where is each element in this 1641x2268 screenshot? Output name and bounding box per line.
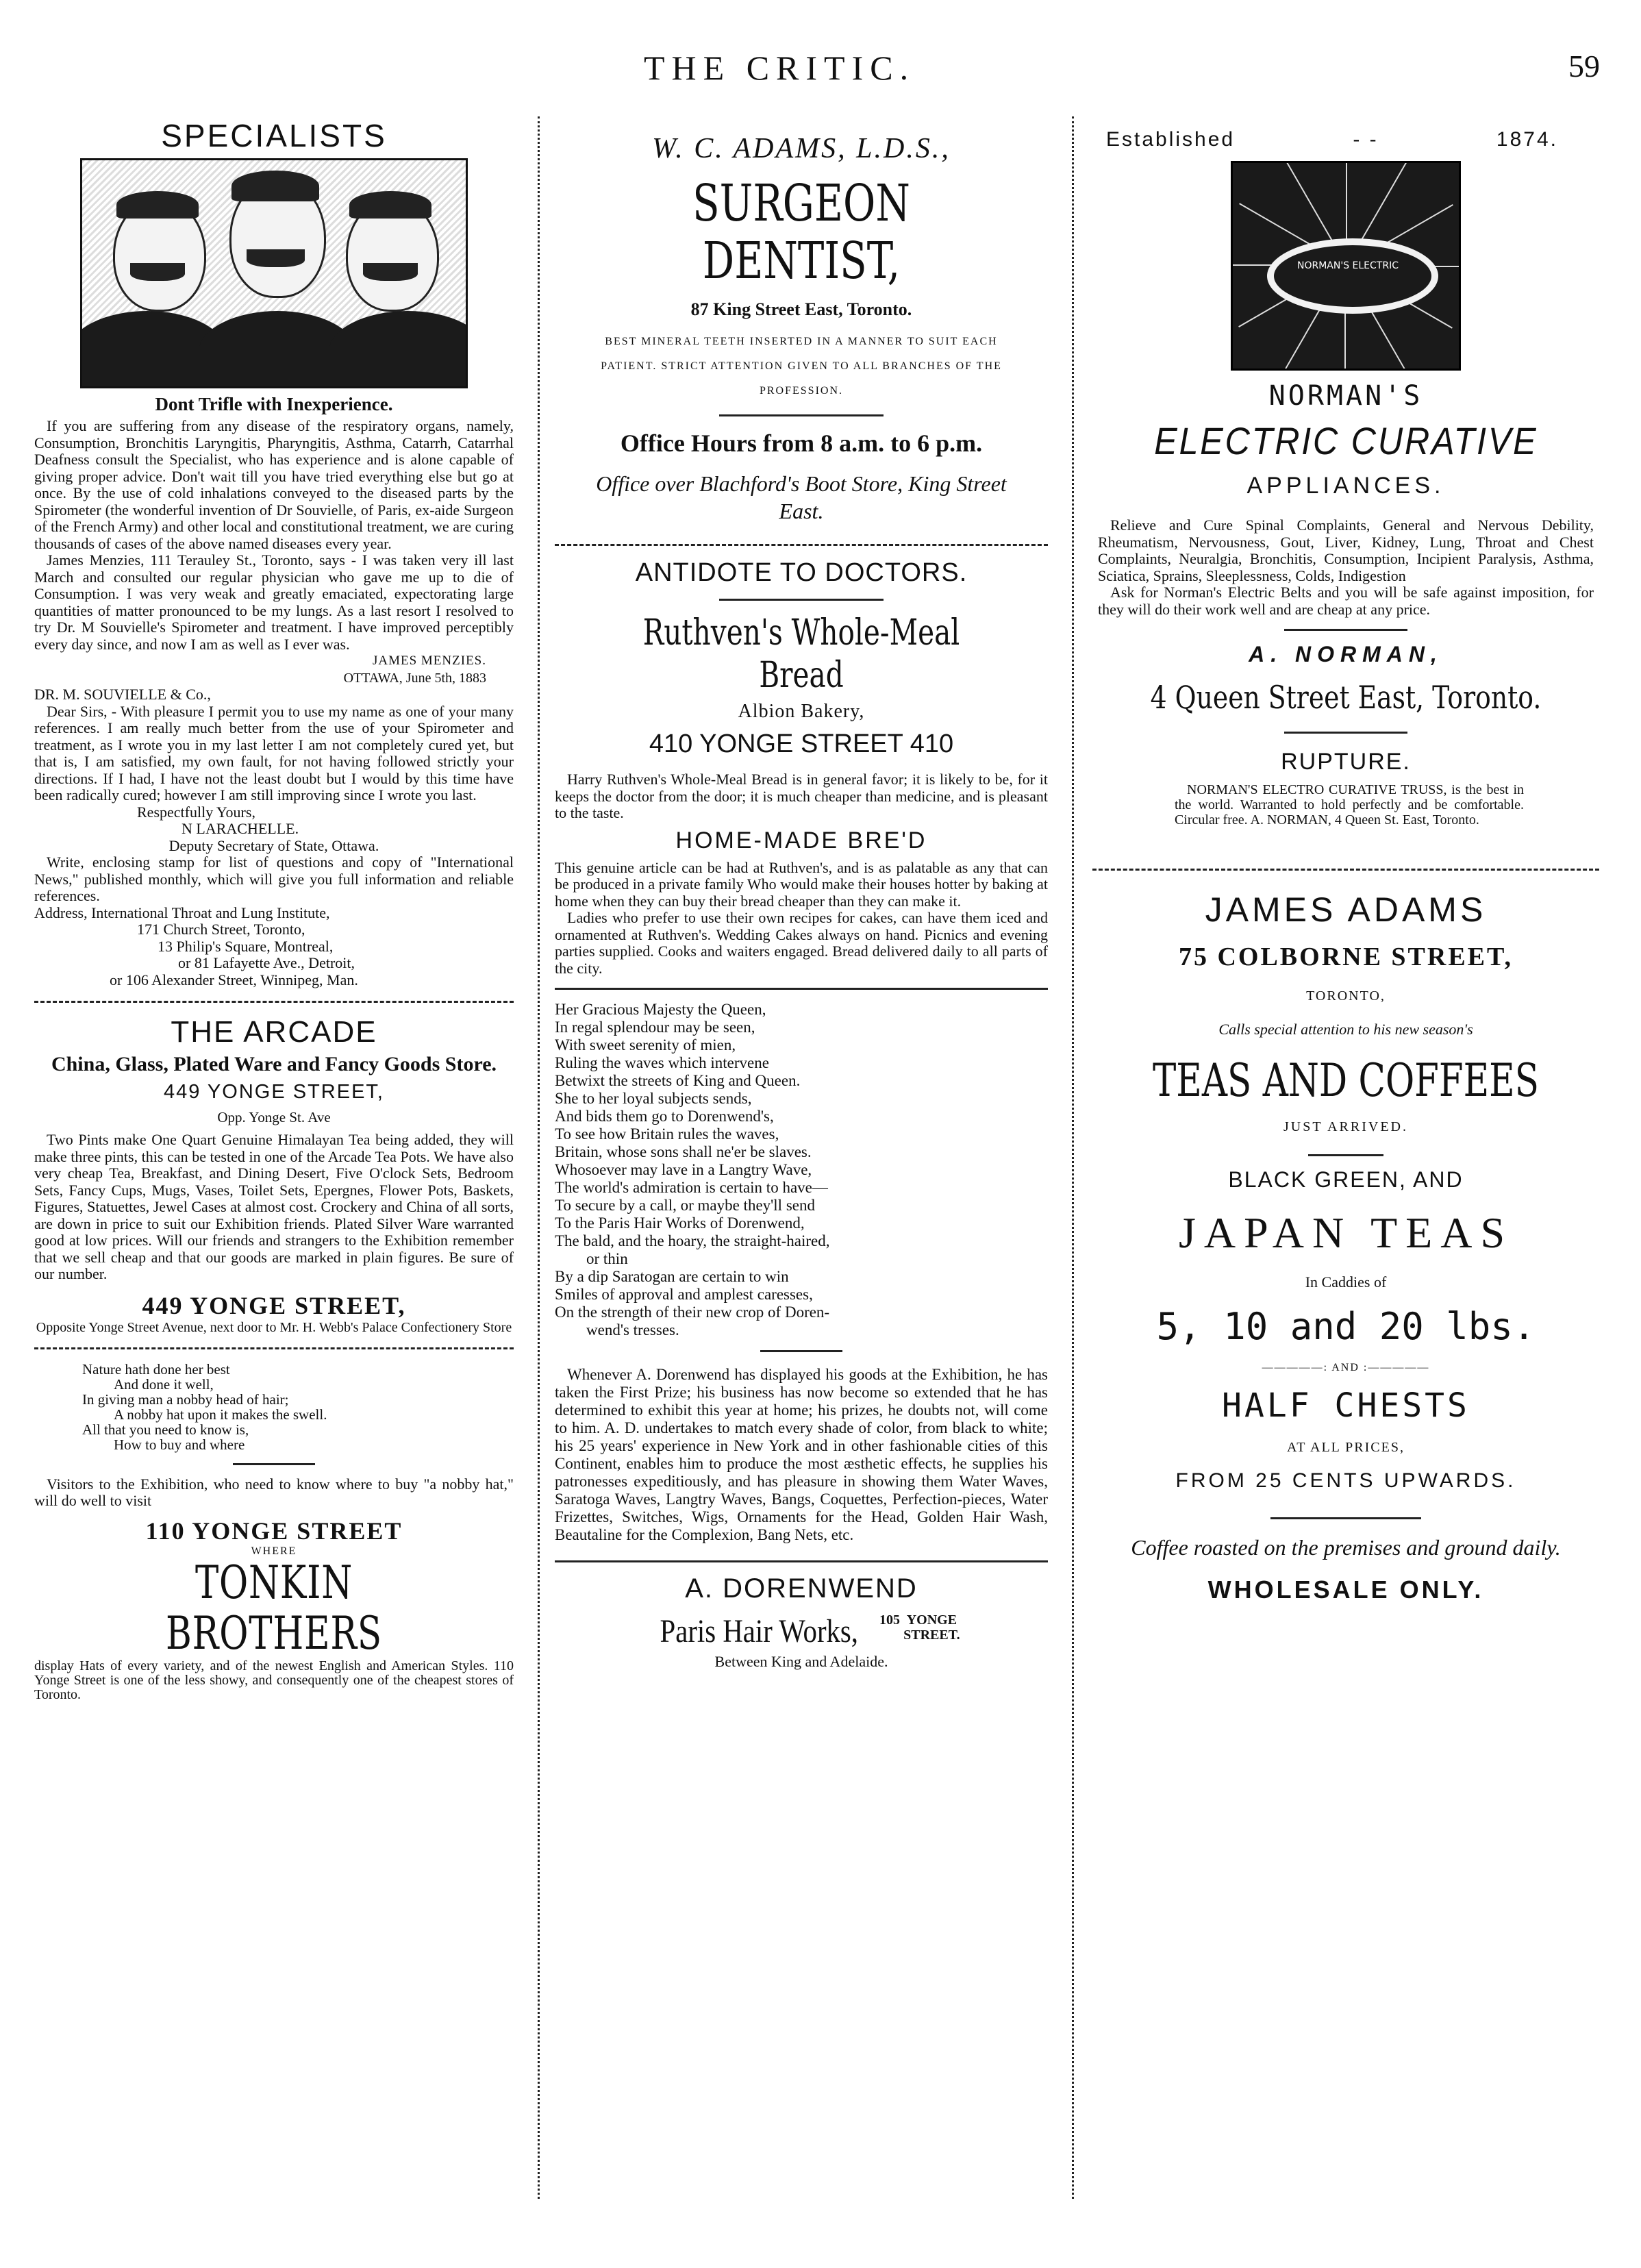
tonkin-name: TONKIN BROTHERS — [166, 1556, 382, 1660]
bread-block — [555, 771, 1048, 822]
salutation: DR. M. SOUVIELLE & Co., — [34, 686, 211, 703]
homemade-block — [555, 860, 1048, 977]
and-divider: —————: AND :————— — [1262, 1362, 1430, 1373]
established-year: 1874. — [1496, 128, 1558, 151]
address-line: or 106 Alexander Street, Winnipeg, Man. — [110, 971, 358, 988]
verse-line: In giving man a nobby head of hair; — [82, 1391, 289, 1408]
divider — [1270, 1517, 1421, 1519]
poem-line: On the strength of their new crop of Doren- — [555, 1304, 830, 1321]
poem-line: She to her loyal subjects sends, — [555, 1090, 752, 1107]
bread-body: Harry Ruthven's Whole-Meal Bread is in general favor; it is likely to be, for it keeps the doctor from the door; it is much cheaper than medicine, and is pleasant to the taste. — [555, 771, 1048, 821]
poem-line: With sweet serenity of mien, — [555, 1036, 736, 1054]
signature-title: Deputy Secretary of State, Ottawa. — [168, 836, 379, 854]
paris-hair-works: Paris Hair Works, — [660, 1613, 859, 1649]
poem-line: Whosoever may lave in a Langtry Wave, — [555, 1161, 812, 1178]
electric-belt-illustration — [1231, 161, 1461, 371]
established-dashes: - - — [1353, 128, 1379, 151]
divider — [555, 1560, 1048, 1562]
divider — [34, 1347, 514, 1349]
rupture-title: RUPTURE. — [1281, 749, 1411, 775]
poem-line: In regal splendour may be seen, — [555, 1019, 755, 1036]
divider — [34, 1001, 514, 1003]
teas-coffees: TEAS AND COFFEES — [1152, 1054, 1540, 1107]
visitors-block — [34, 1476, 514, 1510]
bakery-address: 410 YONGE STREET 410 — [649, 730, 954, 758]
verse-line: Nature hath done her best — [82, 1360, 230, 1378]
colborne-street: 75 COLBORNE STREET, — [1178, 943, 1514, 971]
arcade-subtitle: China, Glass, Plated Ware and Fancy Goods Store. — [51, 1053, 497, 1075]
center-column — [555, 113, 1048, 2189]
norman-address: 4 Queen Street East, Toronto. — [1150, 679, 1542, 716]
norman-name: A. NORMAN, — [1249, 642, 1443, 666]
verse-line: How to buy and where — [114, 1436, 245, 1453]
poem-line: Betwixt the streets of King and Queen. — [555, 1072, 801, 1089]
ladies-body: Ladies who prefer to use their own recipes for cakes, can have them iced and ornamented at Ruthven's. Wedding Cakes always on hand. Picnics and evening parties supplied. Cooks and waiters engaged. Bread delivered daily to all parts of the city. — [555, 909, 1048, 977]
dorenwend-block — [555, 1366, 1048, 1544]
arcade-body: Two Pints make One Quart Genuine Himalayan Tea being added, they will make three pints, this can be tested in one of the Arcade Tea Pots. We have also very cheap Tea, Breakfast, and Dining Desert, Five O'clock Sets, Bedroom Sets, Fancy Cups, Mugs, Vases, Toilet Sets, Epergnes, Flower Pots, Baskets, Figures, Statuettes, Jewel Cases at almost cost. Crockery and China of all sorts, are down in price to suit our Exhibition friends. Plated Silver Ware warranted good at low prices. Will our friends and strangers to the Exhibition remember that we sell cheap and that our goods are marked in plain figures. Be sure of our number. — [34, 1131, 514, 1282]
signature: JAMES MENZIES. — [372, 653, 486, 668]
norman-block — [1092, 517, 1599, 618]
poem-line: The bald, and the hoary, the straight-haired, — [555, 1232, 830, 1249]
poem-line: Her Gracious Majesty the Queen, — [555, 1001, 766, 1018]
divider — [1284, 629, 1407, 631]
dentist-address: 87 King Street East, Toronto. — [690, 299, 912, 319]
homemade-title: HOME-MADE BRE'D — [675, 827, 927, 853]
dorenwend-name: A. DORENWEND — [685, 1573, 918, 1604]
and-label: AND — [1331, 1362, 1360, 1373]
visitors-text: Visitors to the Exhibition, who need to know where to buy "a nobby hat," will do well to visit — [34, 1475, 514, 1509]
electric-curative-title: ELECTRIC CURATIVE — [1153, 419, 1538, 462]
between-streets: Between King and Adelaide. — [714, 1653, 888, 1670]
divider — [1308, 1154, 1383, 1156]
dorenwend-poem — [555, 1001, 1048, 1339]
dorenwend-body: Whenever A. Dorenwend has displayed his goods at the Exhibition, he has taken the First Prize; his business has now become so extended that he has determined to exhibit this year at home; his prizes, he doubts not, will come to him. A. D. undertakes to match every shade of color, from black to white; his 25 years' experience in New York and in other fashionable cities of this Continent, enables him to produce the most æsthetic effects, he supplies his patronesses expeditiously, and has pleasure in showing them Water Waves, Saratoga Waves, Langtry Waves, Bangs, Coquettes, Perfection-pieces, Water Frizettes, Switches, Wigs, Ornaments for the Head, Golden Hair Wash, Beautaline for the Complexion, Bang Nets, etc. — [555, 1366, 1048, 1543]
address-line: 13 Philip's Square, Montreal, — [158, 937, 334, 955]
arcade-location: Opposite Yonge Street Avenue, next door to Mr. H. Webb's Palace Confectionery Store — [36, 1319, 512, 1335]
arcade-big-address: 449 YONGE STREET, — [142, 1291, 406, 1319]
divider — [1092, 869, 1599, 871]
poem-line: Ruling the waves which intervene — [555, 1054, 769, 1071]
poem-line: Britain, whose sons shall ne'er be slaves. — [555, 1143, 812, 1160]
belt-label: NORMAN'S ELECTRIC — [1297, 260, 1399, 271]
write-note: Write, enclosing stamp for list of questions and copy of "International News," published monthly, which will give you full information and reliable references. — [34, 853, 514, 904]
all-prices: AT ALL PRICES, — [1287, 1440, 1405, 1455]
tonkin-where: WHERE — [251, 1545, 297, 1557]
poem-line: Smiles of approval and amplest caresses, — [555, 1286, 813, 1303]
page-number: 59 — [1568, 49, 1600, 84]
paragraph: James Menzies, 111 Terauley St., Toronto, says - I was taken very ill last March and consulted our regular physician who gave me up to die of Consumption. I was very weak and greatly emaciated, expectorating large quantities of matter pronounced to be my lungs. As a last resort I resolved to try Dr. M Souvielle's Spirometer and treatment. I have improved perceptibly every day since, and now I am as well as I ever was. — [34, 551, 514, 653]
letter-text: Dear Sirs, - With pleasure I permit you to use my name as one of your many references. I am really much better from the use of your Spirometer and treatment, as I wrote you in my last letter I am not completely cured yet, but that is, I am satisfied, my own fault, for not having followed strictly your directions. If I had, I have not the least doubt but I would by this time have been radically cured; however I am still improving since I wrote you last. — [34, 702, 514, 803]
calls-attention: Calls special attention to his new season's — [1218, 1021, 1473, 1038]
wholesale-only: WHOLESALE ONLY. — [1207, 1575, 1484, 1604]
james-adams: JAMES ADAMS — [1205, 890, 1487, 929]
left-column — [34, 113, 514, 2189]
paris-hair-line — [555, 1612, 1048, 1650]
paris-number: 105 — [879, 1612, 901, 1628]
divider — [719, 599, 884, 601]
signature: N LARACHELLE. — [181, 820, 299, 837]
verse-line: A nobby hat upon it makes the swell. — [114, 1406, 327, 1423]
japan-teas: JAPAN TEAS — [1178, 1208, 1514, 1257]
homemade-body: This genuine article can be had at Ruthven's, and is as palatable as any that can be produced in a private family Who would make their houses hotter by baking at home when they can buy their bread cheaper than they can make it. — [555, 858, 1048, 910]
half-chests: HALF CHESTS — [1222, 1386, 1470, 1425]
arcade-title: THE ARCADE — [171, 1015, 377, 1049]
running-head — [0, 48, 1641, 96]
poem-line: By a dip Saratogan are certain to win — [555, 1268, 789, 1285]
specialists-title: SPECIALISTS — [161, 118, 387, 153]
verse-line: All that you need to know is, — [82, 1421, 249, 1438]
hat-verse — [34, 1362, 514, 1452]
poem-line: And bids them go to Dorenwend's, — [555, 1108, 774, 1125]
dentist-body: BEST MINERAL TEETH INSERTED IN A MANNER TO SUIT EACH PATIENT. STRICT ATTENTION GIVEN TO ALL BRANCHES OF THE PROFESSION. — [601, 336, 1002, 397]
office-location: Office over Blachford's Boot Store, King Street East. — [596, 471, 1007, 523]
dentist-name: W. C. ADAMS, L.D.S., — [652, 133, 951, 164]
from-cents: FROM 25 CENTS UPWARDS. — [1175, 1469, 1516, 1492]
verse-line: And done it well, — [114, 1375, 214, 1393]
divider — [233, 1463, 315, 1465]
norman-body: Relieve and Cure Spinal Complaints, General and Nervous Debility, Rheumatism, Nervousness, Gout, Liver, Kidney, Lung, Throat and Chest Complaints, Neuralgia, Bronchitis, Consumption, Incipient Paralysis, Asthma, Sciatica, Sprains, Sleeplessness, Colds, Indigestion — [1098, 516, 1594, 584]
poem-line: The world's admiration is certain to have— — [555, 1179, 828, 1196]
established-label: Established — [1106, 128, 1236, 151]
bread-title: Ruthven's Whole-Meal Bread — [642, 612, 960, 696]
column-rule — [1072, 116, 1074, 2199]
poem-line: or thin — [586, 1250, 628, 1267]
divider — [760, 1350, 842, 1352]
divider — [555, 988, 1048, 990]
appliances-title: APPLIANCES. — [1247, 473, 1445, 499]
dentist-title: SURGEON DENTIST, — [692, 174, 910, 290]
poem-line: wend's tresses. — [586, 1321, 679, 1338]
address-line: Address, International Throat and Lung Institute, — [34, 904, 330, 921]
poem-line: To secure by a call, or maybe they'll send — [555, 1197, 815, 1214]
caddies-label: In Caddies of — [1305, 1273, 1387, 1291]
closing: Respectfully Yours, — [137, 803, 255, 821]
norman-title: NORMAN'S — [1268, 380, 1423, 412]
dateline: OTTAWA, June 5th, 1883 — [343, 670, 486, 686]
arcade-address: 449 YONGE STREET, — [164, 1081, 384, 1103]
arcade-opposite: Opp. Yonge St. Ave — [217, 1109, 331, 1125]
tonkin-block — [34, 1659, 514, 1702]
toronto-label: TORONTO, — [1306, 988, 1386, 1004]
address-line: 171 Church Street, Toronto, — [137, 921, 305, 938]
arcade-body-block — [34, 1132, 514, 1283]
column-rule — [538, 116, 540, 2199]
office-hours: Office Hours from 8 a.m. to 6 p.m. — [620, 429, 983, 457]
paris-street: YONGE STREET. — [903, 1612, 960, 1643]
paragraph: If you are suffering from any disease of the respiratory organs, namely, Consumption, Bronchitis Laryngitis, Pharyngitis, Asthma, Catarrh, Catarrhal Deafness consult the Specialist, who has experience and is alone capable of giving proper advice. Don't wait till you have tried everything else but go at once. By the use of cold inhalations conveyed to the diseased parts by the Spirometer (the wonderful invention of Dr Souvielle, of Paris, ex-aide Surgeon of the French Army) and other local and constitutional treatment, we are curing thousands of cases of the above named diseases every year. — [34, 417, 514, 552]
bakery-name: Albion Bakery, — [738, 701, 865, 722]
poem-line: To see how Britain rules the waves, — [555, 1125, 779, 1143]
right-column — [1092, 113, 1599, 2189]
rupture-body: NORMAN'S ELECTRO CURATIVE TRUSS, is the best in the world. Warranted to hold perfectly and be comfortable. Circular free. A. NORMAN, 4 Queen St. East, Toronto. — [1175, 782, 1524, 827]
address-line: or 81 Lafayette Ave., Detroit, — [178, 954, 355, 971]
rupture-block — [1092, 782, 1599, 827]
norman-ask: Ask for Norman's Electric Belts and you will be safe against imposition, for they will do their work well and are cheap at any price. — [1098, 584, 1594, 618]
divider — [555, 544, 1048, 546]
caddy-sizes: 5, 10 and 20 lbs. — [1156, 1305, 1536, 1348]
black-green: BLACK GREEN, AND — [1228, 1167, 1464, 1192]
divider — [1284, 732, 1407, 734]
tonkin-address: 110 YONGE STREET — [145, 1517, 403, 1545]
inexperience-headline: Dont Trifle with Inexperience. — [155, 394, 393, 414]
tonkin-body: display Hats of every variety, and of the newest English and American Styles. 110 Yonge Street is one of the less showy, and consequently one of the cheapest stores of Toronto. — [34, 1658, 514, 1702]
specialists-body — [34, 418, 514, 988]
established-line — [1092, 128, 1599, 151]
divider — [719, 414, 884, 416]
just-arrived: JUST ARRIVED. — [1283, 1119, 1408, 1134]
antidote-headline: ANTIDOTE TO DOCTORS. — [635, 558, 968, 587]
poem-line: To the Paris Hair Works of Dorenwend, — [555, 1214, 805, 1232]
specialists-portrait-illustration — [80, 158, 468, 388]
coffee-roasted: Coffee roasted on the premises and ground daily. — [1131, 1535, 1561, 1560]
running-title: THE CRITIC. — [644, 49, 916, 87]
